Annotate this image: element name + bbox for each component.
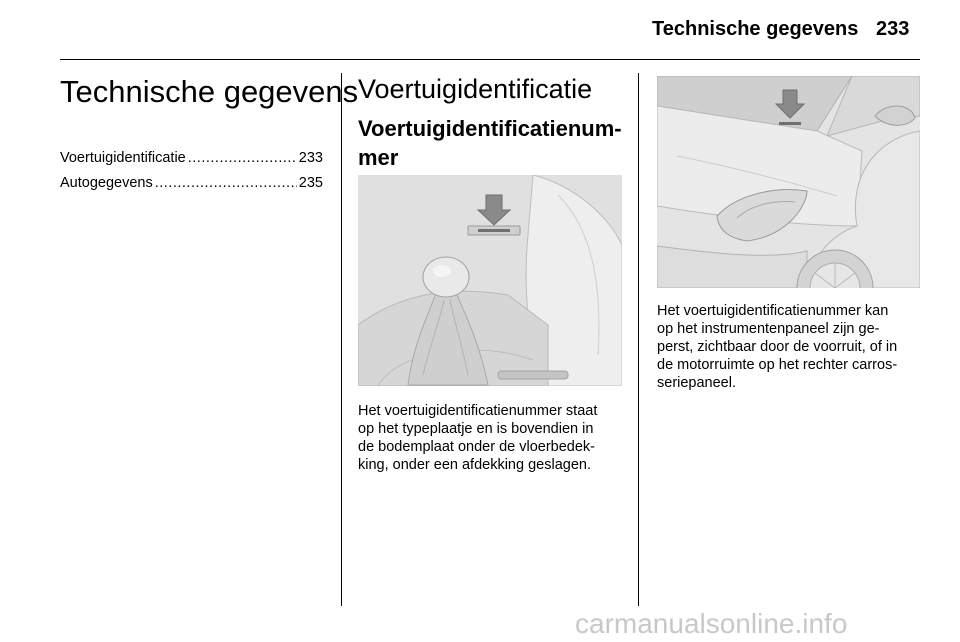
subsection-title-line: Voertuigidentificatienum-	[358, 116, 622, 141]
car-front-illustration	[657, 76, 920, 288]
header-divider	[60, 59, 920, 60]
running-header-title: Technische gegevens	[652, 18, 859, 40]
toc-leader-dots	[188, 150, 297, 166]
figure-windscreen-vin	[657, 76, 920, 288]
toc-entry-page: 233	[298, 150, 323, 166]
page-number: 233	[876, 18, 910, 40]
chapter-title: Technische gegevens	[60, 74, 359, 109]
interior-illustration	[358, 175, 622, 386]
section-title: Voertuigidentificatie	[358, 74, 593, 104]
toc-entry[interactable]	[60, 175, 323, 200]
column-divider-left	[341, 73, 342, 606]
watermark: carmanualsonline.info	[575, 608, 848, 639]
paragraph-line: op het typeplaatje en is bovendien in	[358, 421, 594, 437]
paragraph-vin-location	[358, 402, 597, 474]
chapter-toc	[60, 150, 323, 200]
toc-leader-dots	[155, 175, 297, 191]
figure-interior-vin-plate	[358, 175, 622, 386]
paragraph-line: Het voertuigidentificatienummer staat	[358, 403, 598, 419]
paragraph-line: de bodemplaat onder de vloerbedek-	[358, 439, 595, 455]
toc-entry[interactable]	[60, 150, 323, 175]
toc-entry-label: Voertuigidentificatie	[60, 150, 186, 166]
paragraph-line: de motorruimte op het rechter carros-	[657, 357, 898, 373]
paragraph-line: Het voertuigidentificatienummer kan	[657, 303, 889, 319]
subsection-title	[358, 114, 620, 172]
paragraph-line: seriepaneel.	[657, 375, 736, 391]
paragraph-line: king, onder een afdekking geslagen.	[358, 457, 591, 473]
subsection-title-line: mer	[358, 145, 399, 170]
toc-entry-page: 235	[298, 175, 323, 191]
paragraph-line: perst, zichtbaar door de voorruit, of in	[657, 339, 898, 355]
toc-entry-label: Autogegevens	[60, 175, 153, 191]
paragraph-line: op het instrumentenpaneel zijn ge-	[657, 321, 880, 337]
paragraph-vin-dashboard	[657, 302, 897, 392]
column-divider-right	[638, 73, 639, 606]
